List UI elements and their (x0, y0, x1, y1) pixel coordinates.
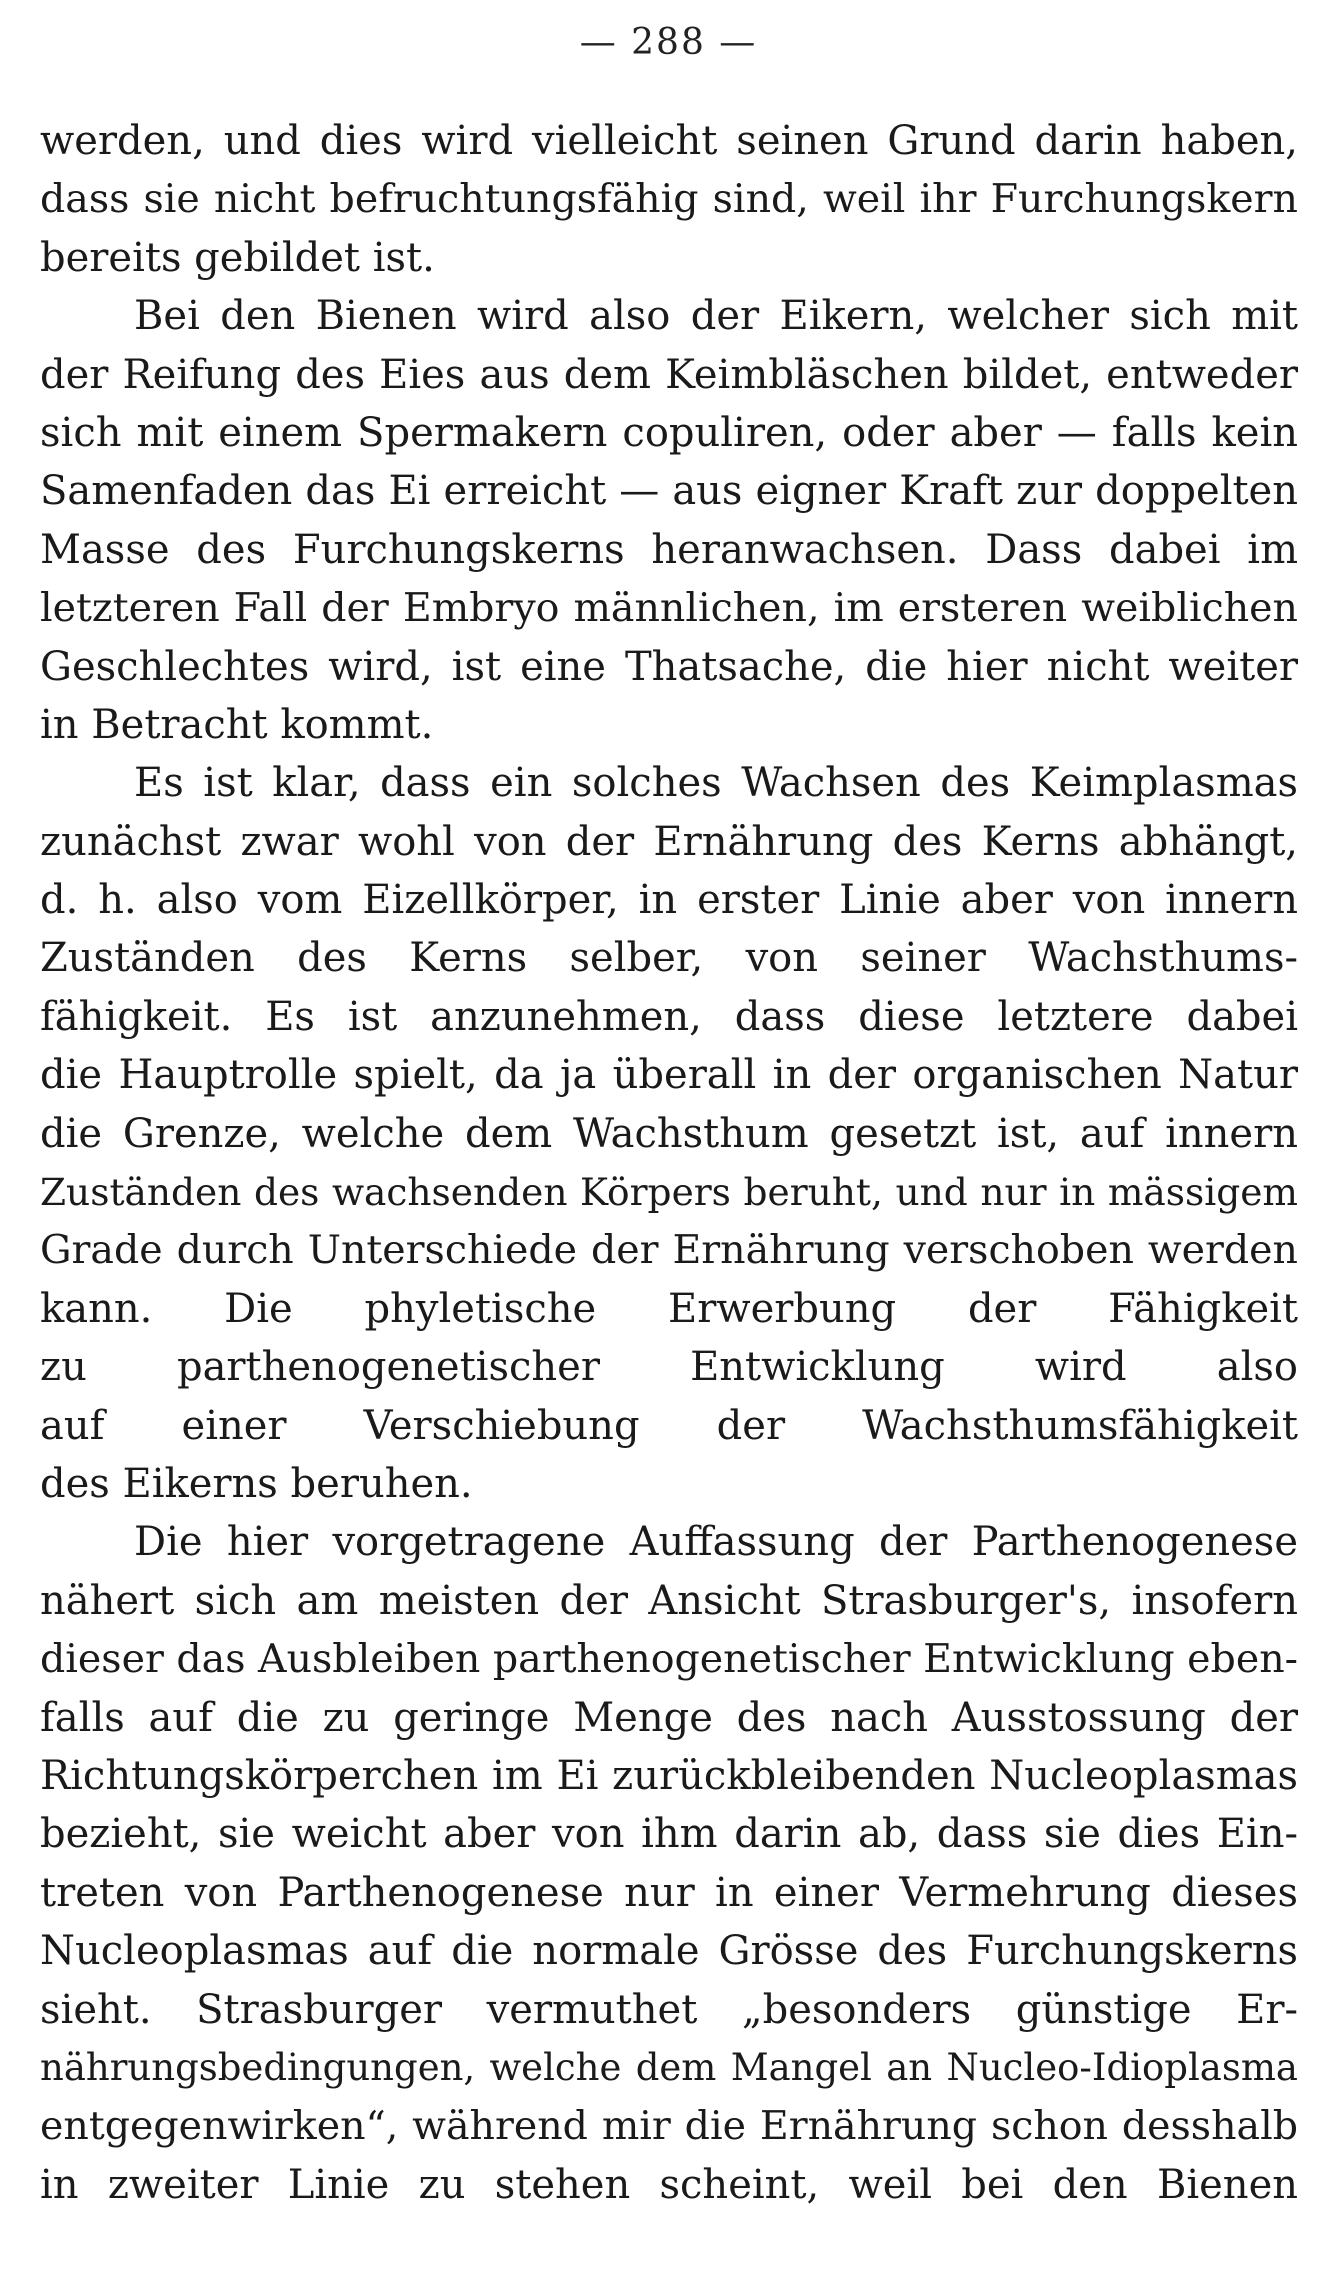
text-line: nährungsbedingungen, welche dem Mangel an Nucleo-Idioplasma (40, 2045, 1298, 2089)
text-line: letzteren Fall der Embryo männlichen, im ersteren weiblichen (40, 585, 1298, 632)
text-line: in zweiter Linie zu stehen scheint, weil bei den Bienen (40, 2161, 1298, 2208)
text-line: Nucleoplasmas auf die normale Grösse des Furchungskerns (40, 1928, 1298, 1975)
text-line: Zuständen des wachsenden Körpers beruht, und nur in mässigem (40, 1170, 1298, 1215)
text-line: fähigkeit. Es ist anzunehmen, dass diese letztere dabei (40, 993, 1298, 1040)
text-line: Samenfaden das Ei erreicht — aus eigner Kraft zur doppelten (40, 468, 1298, 515)
text-line: Bei den Bienen wird also der Eikern, welcher sich mit (134, 293, 1298, 340)
text-line: entgegenwirken“, während mir die Ernährung schon desshalb (40, 2103, 1298, 2150)
text-line: Masse des Furchungskerns heranwachsen. Dass dabei im (40, 526, 1298, 573)
text-line: Zuständen des Kerns selber, von seiner Wachsthums- (40, 935, 1298, 982)
text-line: treten von Parthenogenese nur in einer Vermehrung dieses (40, 1869, 1298, 1916)
text-line: nähert sich am meisten der Ansicht Strasburger's, insofern (40, 1577, 1298, 1624)
text-line: Richtungskörperchen im Ei zurückbleibenden Nucleoplasmas (40, 1752, 1298, 1799)
text-line: dieser das Ausbleiben parthenogenetischer Entwicklung eben- (40, 1636, 1298, 1683)
text-line: falls auf die zu geringe Menge des nach Ausstossung der (40, 1694, 1298, 1741)
text-line: die Hauptrolle spielt, da ja überall in der organischen Natur (40, 1052, 1298, 1099)
page-number: — 288 — (579, 22, 758, 63)
text-line: auf einer Verschiebung der Wachsthumsfähigkeit (40, 1402, 1298, 1449)
text-line: Grade durch Unterschiede der Ernährung verschoben werden (40, 1227, 1298, 1274)
text-line: werden, und dies wird vielleicht seinen Grund darin haben, (40, 118, 1298, 164)
text-line: die Grenze, welche dem Wachsthum gesetzt ist, auf innern (40, 1110, 1298, 1157)
text-line: der Reifung des Eies aus dem Keimbläschen bildet, entweder (40, 351, 1298, 398)
text-line: bereits gebildet ist. (40, 234, 435, 281)
text-line: des Eikerns beruhen. (40, 1460, 473, 1507)
body-text (40, 112, 1298, 2214)
text-line: sich mit einem Spermakern copuliren, oder aber — falls kein (40, 409, 1298, 456)
text-line: bezieht, sie weicht aber von ihm darin ab, dass sie dies Ein- (40, 1811, 1298, 1858)
text-line: kann. Die phyletische Erwerbung der Fähigkeit (40, 1285, 1298, 1332)
text-line: in Betracht kommt. (40, 701, 434, 748)
text-line: d. h. also vom Eizellkörper, in erster Linie aber von innern (40, 877, 1298, 924)
text-line: Die hier vorgetragene Auffassung der Parthenogenese (134, 1519, 1298, 1566)
text-line: sieht. Strasburger vermuthet „besonders günstige Er- (40, 1986, 1298, 2033)
text-line: zunächst zwar wohl von der Ernährung des Kerns abhängt, (40, 818, 1298, 865)
text-line: Es ist klar, dass ein solches Wachsen des Keimplasmas (134, 760, 1298, 807)
text-line: dass sie nicht befruchtungsfähig sind, weil ihr Furchungskern (40, 176, 1298, 223)
text-line: Geschlechtes wird, ist eine Thatsache, die hier nicht weiter (40, 643, 1298, 690)
text-line: zu parthenogenetischer Entwicklung wird also (40, 1344, 1298, 1391)
